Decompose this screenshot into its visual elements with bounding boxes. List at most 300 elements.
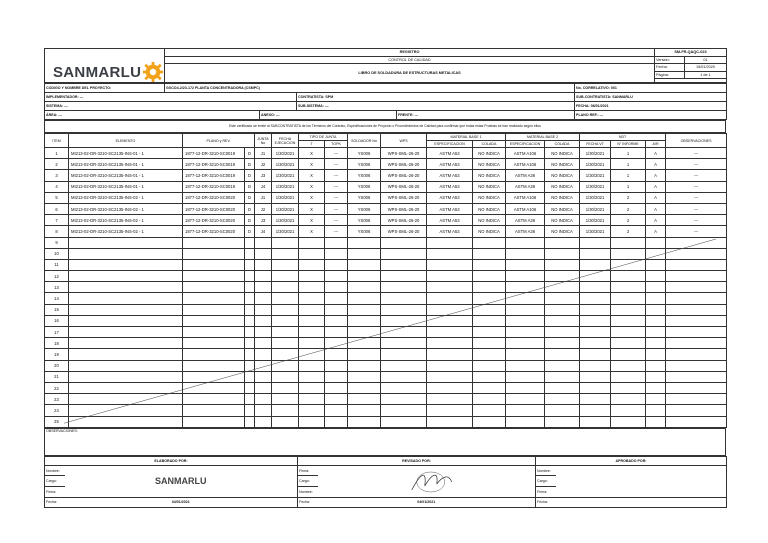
subsystem: SUB-SISTEMA: --- [297, 102, 575, 111]
cell-empty [545, 382, 580, 393]
cell-empty [348, 394, 381, 405]
col-item: ITEM [45, 134, 69, 148]
cell-empty [666, 371, 727, 382]
cell-empty [611, 371, 646, 382]
table-row-empty [45, 248, 727, 259]
cell-empty [473, 271, 506, 282]
cell-item: 14 [45, 293, 69, 304]
welding-table [44, 133, 727, 428]
cell-empty [245, 237, 255, 248]
col-plano: PLANO y REV. [183, 134, 255, 148]
cell-empty [272, 237, 299, 248]
cell-empty [255, 293, 272, 304]
cell-empty [666, 327, 727, 338]
cell-item: 21 [45, 371, 69, 382]
cell-empty [299, 237, 325, 248]
cell-vt: 1/30/2021 [580, 170, 611, 181]
cell-empty [646, 416, 666, 427]
cell-empty [348, 315, 381, 326]
cell-empty [506, 338, 545, 349]
cell-empty [666, 338, 727, 349]
cell-fecha: 1/30/2021 [272, 192, 299, 203]
cell-empty [255, 338, 272, 349]
cell-empty [666, 248, 727, 259]
cell-empty [545, 416, 580, 427]
col-ndt: NDT [580, 134, 666, 141]
cell-elemento: MI213-02-DR-3210-SC2135-INS-02 - 1 [69, 226, 183, 237]
cell-empty [255, 282, 272, 293]
cell-item: 20 [45, 360, 69, 371]
cell-empty [69, 271, 183, 282]
area: ÁREA: --- [45, 111, 260, 120]
cell-item: 1 [45, 148, 69, 159]
cell-inf: 2 [611, 192, 646, 203]
cell-t: X [299, 192, 325, 203]
cell-topk: --- [325, 148, 348, 159]
cell-empty [69, 394, 183, 405]
cell-empty [506, 394, 545, 405]
cell-empty [299, 371, 325, 382]
cell-empty [473, 371, 506, 382]
cell-empty [545, 371, 580, 382]
cell-empty [325, 382, 348, 393]
cell-item: 23 [45, 394, 69, 405]
cell-empty [69, 416, 183, 427]
col-informe: N° INFORME [611, 141, 646, 148]
cell-item: 5 [45, 192, 69, 203]
cell-empty [299, 293, 325, 304]
col-tipo-junta: TIPO DE JUNTA [299, 134, 348, 141]
cell-soldador: YS006 [348, 170, 381, 181]
cell-junta: J3 [255, 215, 272, 226]
cell-empty [545, 282, 580, 293]
cell-empty [348, 259, 381, 270]
cell-empty [183, 293, 245, 304]
col-material-2: MATERIAL BASE 2 [506, 134, 580, 141]
cell-item: 15 [45, 304, 69, 315]
cell-empty [580, 293, 611, 304]
cell-empty [299, 248, 325, 259]
cell-empty [666, 349, 727, 360]
cell-empty [427, 293, 473, 304]
page-label: Página: [655, 71, 685, 79]
cell-empty [69, 405, 183, 416]
anexo: ANEXO: --- [260, 111, 397, 120]
cell-empty [580, 371, 611, 382]
rev-firma-label: Firma: [298, 465, 318, 476]
cell-empty [325, 293, 348, 304]
cell-empty [611, 271, 646, 282]
version-value: 01 [685, 56, 727, 64]
cell-topk: --- [325, 192, 348, 203]
cell-topk: --- [325, 170, 348, 181]
cell-obs: --- [666, 226, 727, 237]
cell-empty [473, 293, 506, 304]
cell-inf: 1 [611, 148, 646, 159]
cell-inf: 2 [611, 226, 646, 237]
table-row-empty [45, 237, 727, 248]
frente: FRENTE: --- [397, 111, 575, 120]
cell-empty [381, 271, 427, 282]
cell-empty [580, 360, 611, 371]
cell-ar: A [646, 148, 666, 159]
table-row-empty [45, 349, 727, 360]
cell-empty [245, 416, 255, 427]
cell-ar: A [646, 203, 666, 214]
cell-empty [325, 271, 348, 282]
cell-empty [348, 248, 381, 259]
cell-empty [506, 382, 545, 393]
cell-fecha: 1/30/2021 [272, 226, 299, 237]
cell-empty [245, 315, 255, 326]
cell-plano: 1877-12-DR-3210-SC0020 [183, 203, 245, 214]
cell-obs: --- [666, 203, 727, 214]
cell-empty [646, 382, 666, 393]
cell-empty [255, 349, 272, 360]
table-row [45, 148, 727, 159]
cell-empty [348, 338, 381, 349]
cell-empty [473, 282, 506, 293]
cell-empty [348, 327, 381, 338]
elab-nombre-label: Nombre: [45, 465, 65, 476]
col-colada-2: COLADA [545, 141, 580, 148]
cell-junta: J4 [255, 226, 272, 237]
cell-rev: D [245, 215, 255, 226]
cell-item: 9 [45, 237, 69, 248]
cell-wps: WPS-SML-26-20 [381, 159, 427, 170]
cell-ar: A [646, 192, 666, 203]
cell-empty [299, 405, 325, 416]
cell-soldador: YS006 [348, 181, 381, 192]
cell-empty [245, 360, 255, 371]
cell-elemento: MI213-02-DR-3210-SC2135-INS-01 - 1 [69, 181, 183, 192]
cell-vt: 1/30/2021 [580, 148, 611, 159]
cell-esp1: ASTM A53 [427, 148, 473, 159]
doc-code: SM-FR-QAQC-023 [655, 49, 727, 57]
cell-empty [580, 327, 611, 338]
cell-empty [245, 327, 255, 338]
cell-col1: NO INDICA [473, 215, 506, 226]
cell-fecha: 1/30/2021 [272, 203, 299, 214]
cell-esp2: ASTM A106 [506, 148, 545, 159]
cell-empty [255, 382, 272, 393]
fecha: FECHA: 08/01/2021 [575, 102, 727, 111]
cell-empty [580, 259, 611, 270]
cell-t: X [299, 170, 325, 181]
cell-wps: WPS-SML-26-20 [381, 170, 427, 181]
cell-empty [299, 271, 325, 282]
table-row-empty [45, 315, 727, 326]
cell-empty [646, 282, 666, 293]
cell-junta: J2 [255, 159, 272, 170]
certification-row [44, 120, 726, 133]
table-row [45, 170, 727, 181]
cell-empty [272, 416, 299, 427]
cell-ar: A [646, 170, 666, 181]
control-label: CONTROL DE CALIDAD [165, 56, 655, 64]
cell-empty [666, 293, 727, 304]
table-row-empty [45, 282, 727, 293]
cell-empty [666, 405, 727, 416]
cell-empty [580, 382, 611, 393]
apr-fecha-label: Fecha: [536, 497, 556, 507]
cell-empty [348, 304, 381, 315]
cell-rev: D [245, 148, 255, 159]
cell-obs: --- [666, 215, 727, 226]
cell-empty [245, 405, 255, 416]
cell-empty [325, 416, 348, 427]
cell-col1: NO INDICA [473, 226, 506, 237]
cell-empty [611, 405, 646, 416]
cell-empty [580, 349, 611, 360]
cell-obs: --- [666, 181, 727, 192]
cell-empty [272, 248, 299, 259]
cell-empty [381, 293, 427, 304]
cell-empty [427, 382, 473, 393]
cell-elemento: MI213-02-DR-3210-SC2135-INS-02 - 1 [69, 203, 183, 214]
cell-topk: --- [325, 215, 348, 226]
table-row-empty [45, 360, 727, 371]
cell-empty [427, 405, 473, 416]
table-row [45, 159, 727, 170]
table-row-empty [45, 382, 727, 393]
cell-empty [325, 248, 348, 259]
cell-empty [611, 382, 646, 393]
cell-empty [646, 293, 666, 304]
cell-vt: 1/30/2021 [580, 215, 611, 226]
cell-empty [245, 382, 255, 393]
cell-empty [580, 315, 611, 326]
cell-empty [255, 259, 272, 270]
col-topk: TOPK [325, 141, 348, 148]
cell-empty [272, 271, 299, 282]
cell-empty [427, 248, 473, 259]
cell-empty [545, 315, 580, 326]
cell-empty [545, 394, 580, 405]
cell-empty [69, 259, 183, 270]
cell-soldador: YS006 [348, 203, 381, 214]
cell-empty [183, 282, 245, 293]
cell-empty [255, 394, 272, 405]
cell-empty [255, 248, 272, 259]
rev-cargo-label: Cargo: [298, 476, 318, 487]
cell-junta: J1 [255, 148, 272, 159]
cell-empty [325, 371, 348, 382]
cell-junta: J3 [255, 170, 272, 181]
cell-empty [299, 282, 325, 293]
cell-empty [183, 248, 245, 259]
cell-empty [69, 349, 183, 360]
cell-empty [381, 327, 427, 338]
cell-item: 10 [45, 248, 69, 259]
brand-name: SANMARLU [53, 63, 142, 81]
cell-empty [69, 237, 183, 248]
cell-empty [473, 349, 506, 360]
cell-empty [427, 360, 473, 371]
cell-empty [506, 237, 545, 248]
date-value: 15/01/2020 [685, 64, 727, 72]
elab-fecha-value: 04/01/2021 [65, 497, 298, 507]
signature-block [44, 456, 727, 508]
cell-empty [348, 405, 381, 416]
cell-empty [473, 416, 506, 427]
cell-item: 2 [45, 159, 69, 170]
cell-empty [506, 371, 545, 382]
cell-empty [245, 338, 255, 349]
cell-empty [611, 315, 646, 326]
apr-firma-label: Firma: [536, 487, 556, 498]
cell-item: 6 [45, 203, 69, 214]
revisado-label: REVISADO POR: [298, 456, 536, 465]
cell-empty [611, 360, 646, 371]
cell-obs: --- [666, 148, 727, 159]
cell-inf: 1 [611, 159, 646, 170]
col-material-1: MATERIAL BASE 1 [427, 134, 506, 141]
cell-empty [381, 259, 427, 270]
cell-empty [506, 248, 545, 259]
cell-empty [646, 259, 666, 270]
cell-soldador: YS006 [348, 215, 381, 226]
cell-empty [381, 371, 427, 382]
cell-empty [545, 293, 580, 304]
cell-item: 3 [45, 170, 69, 181]
cell-col1: NO INDICA [473, 148, 506, 159]
cell-rev: D [245, 159, 255, 170]
cell-empty [183, 304, 245, 315]
cell-item: 11 [45, 259, 69, 270]
cell-plano: 1877-12-DR-3210-SC0020 [183, 215, 245, 226]
cell-col2: NO INDICA [545, 170, 580, 181]
cell-empty [183, 237, 245, 248]
cell-empty [183, 394, 245, 405]
cell-empty [646, 237, 666, 248]
gear-icon [142, 61, 164, 83]
cell-empty [272, 349, 299, 360]
cell-fecha: 1/30/2021 [272, 181, 299, 192]
cell-empty [69, 382, 183, 393]
cell-empty [427, 271, 473, 282]
cell-empty [272, 371, 299, 382]
cell-empty [348, 271, 381, 282]
table-row-empty [45, 405, 727, 416]
col-espec-1: ESPECIFICACION [427, 141, 473, 148]
cell-empty [545, 349, 580, 360]
elab-firma-label: Firma: [45, 487, 65, 498]
cell-empty [183, 327, 245, 338]
cell-empty [545, 248, 580, 259]
cell-rev: D [245, 226, 255, 237]
cell-t: X [299, 226, 325, 237]
cell-item: 13 [45, 282, 69, 293]
cell-col2: NO INDICA [545, 159, 580, 170]
cell-empty [381, 304, 427, 315]
cell-soldador: YS006 [348, 159, 381, 170]
cell-vt: 1/30/2021 [580, 192, 611, 203]
cell-wps: WPS-SML-26-20 [381, 203, 427, 214]
cell-empty [381, 405, 427, 416]
cell-empty [666, 282, 727, 293]
cell-topk: --- [325, 203, 348, 214]
col-fecha-vt: FECHA VT [580, 141, 611, 148]
table-row-empty [45, 416, 727, 427]
rev-fecha-value: 04/01/2021 [318, 497, 536, 507]
cell-empty [255, 405, 272, 416]
welding-rows [45, 148, 727, 428]
cell-item: 22 [45, 382, 69, 393]
cell-empty [381, 416, 427, 427]
cell-empty [299, 394, 325, 405]
cell-plano: 1877-12-DR-3210-SC0019 [183, 148, 245, 159]
cell-empty [611, 293, 646, 304]
cell-esp1: ASTM A53 [427, 192, 473, 203]
cell-empty [245, 349, 255, 360]
table-row-empty [45, 371, 727, 382]
cell-empty [381, 338, 427, 349]
cell-empty [611, 248, 646, 259]
cell-empty [299, 338, 325, 349]
cell-empty [646, 248, 666, 259]
cell-empty [545, 360, 580, 371]
cell-plano: 1877-12-DR-3210-SC0019 [183, 170, 245, 181]
cell-esp1: ASTM A53 [427, 203, 473, 214]
col-wps: WPS [381, 134, 427, 148]
cell-empty [299, 360, 325, 371]
cell-empty [183, 349, 245, 360]
cell-fecha: 1/30/2021 [272, 159, 299, 170]
cell-empty [272, 304, 299, 315]
cell-empty [255, 416, 272, 427]
cell-empty [473, 405, 506, 416]
table-row-empty [45, 271, 727, 282]
cell-empty [473, 315, 506, 326]
cell-empty [348, 416, 381, 427]
cell-topk: --- [325, 181, 348, 192]
cell-empty [348, 237, 381, 248]
cell-rev: D [245, 203, 255, 214]
cell-ar: A [646, 215, 666, 226]
cell-empty [69, 315, 183, 326]
col-observaciones: OBSERVACIONES [666, 134, 727, 148]
cell-empty [646, 405, 666, 416]
cell-col2: NO INDICA [545, 148, 580, 159]
cell-empty [611, 327, 646, 338]
cell-obs: --- [666, 159, 727, 170]
cell-empty [580, 405, 611, 416]
cell-empty [580, 338, 611, 349]
cell-empty [69, 304, 183, 315]
subcontractor: SUB-CONTRATISTA: SANMARLU [575, 93, 727, 102]
cell-empty [506, 315, 545, 326]
page-value: 1 de 1 [685, 71, 727, 79]
cell-empty [473, 394, 506, 405]
cell-empty [381, 349, 427, 360]
cell-soldador: YS006 [348, 226, 381, 237]
certification-text: Este certificado se emite al SUBCONTRATISTA de los Términos del Contrato, Especificaciones de Proyecto o Procedimientos de Calidad para confirmar que todas estas Pruebas se han realizado según ellos [45, 121, 726, 133]
cell-empty [325, 327, 348, 338]
observations-block [44, 428, 726, 456]
cell-empty [272, 293, 299, 304]
cell-empty [183, 416, 245, 427]
table-row [45, 203, 727, 214]
cell-junta: J1 [255, 192, 272, 203]
cell-empty [69, 338, 183, 349]
cell-empty [506, 405, 545, 416]
cell-empty [299, 416, 325, 427]
cell-empty [646, 304, 666, 315]
cell-empty [348, 360, 381, 371]
cell-ar: A [646, 159, 666, 170]
cell-wps: WPS-SML-26-20 [381, 215, 427, 226]
